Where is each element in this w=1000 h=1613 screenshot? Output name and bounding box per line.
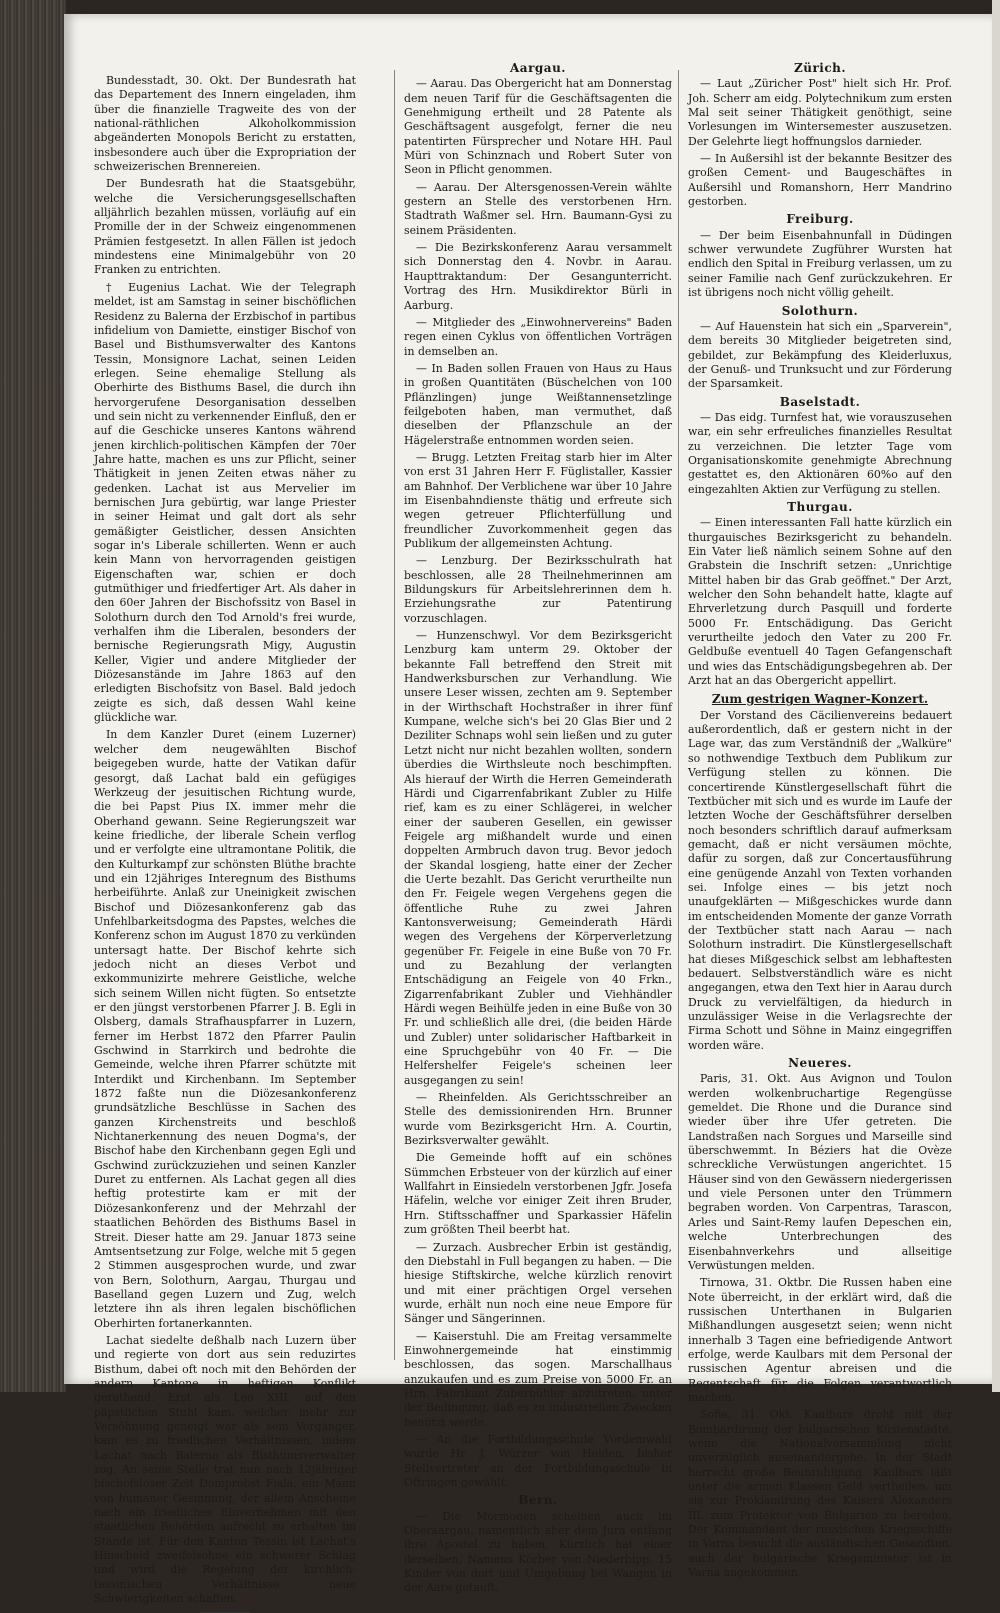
section-heading-thurgau: Thurgau. [787,499,853,514]
article-lachat-3: Lachat siedelte deßhalb nach Luzern über und regierte von dort aus sein reduzirtes Bisthum, dabei oft noch mit den Behörden der andern Kantone in heftigen Konflikt gerathend. Erst als Leo XIII. auf den päpstlichen Stuhl kam, welcher mehr zur Versöhnung geneigt war als sein Vorgänger, kam es zu friedlichen Verhältnissen, indem Lachat nach Balerna als Bisthumsverwalter zog. An seine Stelle trat nun nach 12jähriger bischofsloser Zeit Domprobst Fiala, ein Mann von humaner Gesinnung, der allem Anscheine nach ein friedliches Einvernehmen mit den staatlichen Behörden aufrecht zu erhalten im Stande ist. Für den Kanton Tessin ist Lachat's Hinscheid zweifelsohne ein schwerer Schlag und wird die Regelung der kirchlich-tessinischen Verhältnisse neue Schwierigkeiten schaffen. [94,1333,356,1606]
news-item: — Auf Hauenstein hat sich ein „Sparverein", dem bereits 30 Mitglieder beigetreten sind, gebildet, zur Bekämpfung des Kleiderluxus, der Genuß- und Trunksucht und zur Förderung der Sparsamkeit. [688,319,952,391]
news-item: — Zurzach. Ausbrecher Erbin ist geständig, den Diebstahl in Full begangen zu haben. — Die hiesige Stiftskirche, welche kürzlich renovirt und mit einer prächtigen Orgel versehen wurde, erhält nun noch eine neue Empore für Sänger und Sängerinnen. [404,1240,672,1326]
news-item: — In Baden sollen Frauen von Haus zu Haus in großen Quantitäten (Büschelchen von 100 Pflänzlingen) junge Weißtannensetzlinge feilgeboten haben, man vermuthet, daß dieselben der Pflanzschule an der Hägelerstraße entnommen worden seien. [404,361,672,447]
news-item: Paris, 31. Okt. Aus Avignon und Toulon werden wolkenbruchartige Regengüsse gemeldet. Die Rhone und die Durance sind wieder über ihre Ufer getreten. Die Landstraßen nach Sorgues und Marseille sind überschwemmt. In Béziers hat die Ovèze schreckliche Verwüstungen angerichtet. 15 Häuser sind von den Gewässern niedergerissen und viele Personen unter den Trümmern begraben worden. Von Carpentras, Tarascon, Arles und Saint-Remy laufen Depeschen ein, welche Unterbrechungen des Eisenbahnverkehrs und allseitige Verwüstungen melden. [688,1072,952,1272]
news-item: — Mitglieder des „Einwohnervereins" Baden regen einen Cyklus von öffentlichen Vorträgen in demselben an. [404,315,672,358]
section-heading-baselstadt: Baselstadt. [779,394,861,409]
column-1 [94,74,356,1606]
news-item: Tirnowa, 31. Oktbr. Die Russen haben eine Note überreicht, in der erklärt wird, daß die russischen Unterthanen in Bulgarien Mißhandlungen ausgesetzt seien; wenn nicht innerhalb 3 Tagen eine befriedigende Antwort erfolge, werde Kaulbars mit dem Personal der russischen Agentur abreisen und die Regentschaft für die Folgen verantwortlich machen. [688,1276,952,1404]
news-item: Die Gemeinde hofft auf ein schönes Sümmchen Erbsteuer von der kürzlich auf einer Wallfahrt in Einsiedeln verstorbenen Jgfr. Josefa Häfelin, welche vor einiger Zeit ihren Bruder, Hrn. Stiftsschaffner und Sparkassier Häfelin zum größten Theil beerbt hat. [404,1151,672,1237]
news-item: — Aarau. Der Altersgenossen-Verein wählte gestern an Stelle des verstorbenen Hrn. Stadtrath Waßmer sel. Hrn. Baumann-Gysi zu seinem Präsidenten. [404,180,672,237]
news-item: — An die Fortbildungsschule Vordemwald wurde Hr. J. Würzer von Heiden, bisher Stellvertreter an der Fortbildungsschule in Oftringen gewählt. [404,1432,672,1489]
news-item: — In Außersihl ist der bekannte Besitzer des großen Cement- und Baugeschäftes in Außersihl und Romanshorn, Herr Mandrino gestorben. [688,152,952,209]
column-3 [688,60,952,1580]
section-heading-solothurn: Solothurn. [781,303,859,318]
article-bundesstadt: Bundesstadt, 30. Okt. Der Bundesrath hat das Departement des Innern eingeladen, ihm über die finanzielle Tragweite des von der national-räthlichen Alkoholkommission abgeänderten Monopols Bericht zu erstatten, insbesondere auch über die Expropriation der schweizerischen Brennereien. [94,74,356,174]
section-heading-neueres: Neueres. [788,1056,852,1071]
news-item: — Rheinfelden. Als Gerichtsschreiber an Stelle des demissionirenden Hrn. Brunner wurde vom Bezirksgericht Hrn. A. Courtin, Bezirksverwalter gewählt. [404,1091,672,1148]
news-item: — Der beim Eisenbahnunfall in Düdingen schwer verwundete Zugführer Wursten hat endlich den Spital in Freiburg verlassen, um zu seiner Familie nach Genf zurückzukehren. Er ist übrigens noch nicht völlig geheilt. [688,228,952,300]
section-heading-freiburg: Freiburg. [786,212,854,227]
news-item: — Die Bezirkskonferenz Aarau versammelt sich Donnerstag den 4. Novbr. in Aarau. Haupttraktandum: Der Gesangunterricht. Vortrag des Hrn. Musikdirektor Bürli in Aarburg. [404,241,672,312]
section-heading-aargau: Aargau. [510,61,566,75]
news-item: — Brugg. Letzten Freitag starb hier im Alter von erst 31 Jahren Herr F. Füglistaller, Kassier am Bahnhof. Der Verblichene war über 10 Jahre im Eisenbahndienste thätig und erfreute sich wegen getreuer Pflichterfüllung und freundlicher Zuvorkommenheit gegen das Publikum der allgemeinsten Achtung. [404,450,672,550]
article-lachat-2: In dem Kanzler Duret (einem Luzerner) welcher dem neugewählten Bischof beigegeben wurde, hatte der Vatikan dafür gesorgt, daß Lachat bald ein gefügiges Werkzeug der jesuitischen Richtung wurde, die bei Papst Pius IX. immer mehr die Oberhand gewann. Seine Regierungszeit war keine friedliche, der liberale Schein verflog und er verfolgte eine ultramontane Politik, die den Kulturkampf zur schönsten Blüthe brachte und ein 12jähriges Interegnum des Bisthums herbeiführte. Anlaß zur Uneinigkeit zwischen Bischof und Diözesankonferenz gab das Unfehlbarkeitsdogma des Papstes, welches die Konferenz schon im August 1870 zu verkünden untersagt hatte. Der Bischof kehrte sich jedoch nicht an dieses Verbot und exkommunizirte mehrere Geistliche, welche sich seinem Willen nicht fügten. So entsetzte er den jüngst verstorbenen Pfarrer J. B. Egli in Olsberg, damals Strafhauspfarrer in Luzern, ferner im Herbst 1872 den Pfarrer Paulin Gschwind in Starrkirch und bedrohte die Gemeinde, welche ihren Pfarrer schützte mit Interdikt und Kirchenbann. Im September 1872 faßte nun die Diözesankonferenz grundsätzliche Beschlüsse in Sachen des ganzen Kirchenstreits und beschloß Nichtanerkennung des neuen Dogma's, der Bischof habe den Kirchenbann gegen Egli und Gschwind zurückzuziehen und seinen Kanzler Duret zu entfernen. Als Lachat gegen all dies heftig protestirte kam er mit der Diözesankonferenz und der Mehrzahl der staatlichen Behörden des Bisthums Basel in Streit. Dieser hatte am 29. Januar 1873 seine Amtsentsetzung zur Folge, welche mit 5 gegen 2 Stimmen ausgesprochen wurde, und zwar von Bern, Solothurn, Aargau, Thurgau und Baselland gegen Luzern und Zug, welch letztere ihn als ihren legalen bischöflichen Oberhirten fortanerkannten. [94,728,356,1330]
section-heading-zuerich: Zürich. [793,61,847,75]
column-rule [678,70,679,1360]
section-heading-bern: Bern. [518,1493,558,1508]
news-item: — Lenzburg. Der Bezirksschulrath hat beschlossen, alle 28 Theilnehmerinnen am Bildungskurs für Arbeitslehrerinnen dem h. Erziehungsrathe zur Patentirung vorzuschlagen. [404,554,672,625]
section-heading-wagner-konzert: Zum gestrigen Wagner-Konzert. [711,692,929,707]
news-item: — Hunzenschwyl. Vor dem Bezirksgericht Lenzburg kam unterm 29. Oktober der bekannte Fall betreffend den Streit mit Handwerksburschen zur Verhandlung. Wie unsere Leser wissen, zechten am 9. September in der Wirthschaft Hochstraßer in ihrer fünf Kumpane, welche sich's bei 20 Glas Bier und 2 Deziliter Schnaps wohl sein ließen und zu guter Letzt nicht nur nicht bezahlen wollten, sondern überdies die Wirthsleute noch beschimpften. Als hierauf der Wirth die Herren Gemeinderath Härdi und Cigarrenfabrikant Zubler zu Hilfe rief, kam es zu einer Schlägerei, in welcher einer der sauberen Gesellen, ein gewisser Feigele arg mißhandelt wurde und einen doppelten Armbruch davon trug. Bevor jedoch der Skandal losgieng, hatte einer der Zecher die Uerte bezahlt. Das Gericht verurtheilte nun den Fr. Feigele wegen Vergehens gegen die öffentliche Ruhe zu zwei Jahren Kantonsverweisung; Gemeinderath Härdi wegen des Vergehens der Körperverletzung gegenüber Fr. Feigele in eine Buße von 70 Fr. und zu Bezahlung der verlangten Entschädigung an Feigele von 40 Frkn., Zigarrenfabrikant Zubler und Viehhändler Härdi wegen Beihülfe jeden in eine Buße von 30 Fr. und schließlich alle drei, (die beiden Härde und Zubler) unter solidarischer Haftbarkeit in eine Spruchgebühr von 40 Fr. — Die Helfershelfer Feigele's scheinen leer ausgegangen zu sein! [404,629,672,1087]
news-item: Der Vorstand des Cäcilienvereins bedauert außerordentlich, daß er gestern nicht in der Lage war, das zum Verständniß der „Walküre" so nothwendige Textbuch dem Publikum zur Verfügung stellen zu können. Die concertirende Künstlergesellschaft führt die Textbücher mit sich und es wurde im Laufe der letzten Woche der Geschäftsführer derselben noch besonders schriftlich darauf aufmerksam gemacht, daß er nicht versäumen möchte, dafür zu sorgen, daß zur Concertausführung eine genügende Anzahl von Texten vorhanden sei. Infolge eines — bis jetzt noch unaufgeklärten — Mißgeschickes wurde dann im entscheidenden Momente der ganze Vorrath der Textbücher statt nach Aarau — nach Solothurn instradirt. Die Künstlergesellschaft hat dieses Mißgeschick selbst am lebhaftesten bedauert. Selbstverständlich wäre es nicht angegangen, etwa den Text hier in Aarau durch Druck zu vervielfältigen, da hiedurch in unzulässiger Weise in die Verlagsrechte der Firma Schott und Söhne in Mainz eingegriffen worden wäre. [688,708,952,1052]
book-spine [0,0,66,1392]
news-item: — Aarau. Das Obergericht hat am Donnerstag dem neuen Tarif für die Geschäftsagenten die Genehmigung ertheilt und 28 Patente als Geschäftsagent ausgefolgt, ferner die neu patentirten Fürsprecher und Notare HH. Paul Müri von Schinznach und Robert Suter von Seon in Pflicht genommen. [404,77,672,177]
column-rule [394,70,395,1360]
news-item: — Einen interessanten Fall hatte kürzlich ein thurgauisches Bezirksgericht zu behandeln. Ein Vater ließ nämlich seinem Sohne auf den Grabstein die Inschrift setzen: „Unrichtige Mittel haben bir das Grab geöffnet." Der Arzt, welcher den Sohn behandelt hatte, klagte auf Ehrverletzung durch Pasquill und forderte 5000 Fr. Entschädigung. Das Gericht verurtheilte jedoch den Vater zu 200 Fr. Geldbuße eventuell 40 Tagen Gefangenschaft und wies das Entschädigungsbegehren ab. Der Arzt hat an das Obergericht appellirt. [688,516,952,688]
news-item: — Die Mormonen scheinen auch im Oberaargau, namentlich aber dem Jura entlang ihre Apostel zu haben. Kürzlich hat einer derselben, Namens Körber von Niederbipp, 15 Kinder von dort und Umgebung bei Wangen in der Aare getauft. [404,1509,672,1595]
column-2 [404,60,672,1595]
news-item: — Das eidg. Turnfest hat, wie vorauszusehen war, ein sehr erfreuliches finanzielles Resultat zu verzeichnen. Die letzter Tage vom Organisationskomite genehmigte Abrechnung gestattet es, den Aktionären 60%o auf den eingezahlten Aktien zur Verfügung zu stellen. [688,410,952,496]
article-staatsgebuehr: Der Bundesrath hat die Staatsgebühr, welche die Versicherungsgesellschaften alljährlich bezahlen müssen, vorläufig auf ein Promille der in der Schweiz eingenommenen Prämien festgesetzt. In allen Fällen ist jedoch mindestens eine Minimalgebühr von 20 Franken zu entrichten. [94,177,356,277]
article-lachat: † Eugenius Lachat. Wie der Telegraph meldet, ist am Samstag in seiner bischöflichen Residenz zu Balerna der Erzbischof in partibus infidelium von Damiette, einstiger Bischof von Basel und Bisthumsverwalter des Kantons Tessin, Monsignore Lachat, seinen Leiden erlegen. Seine ehemalige Stellung als Oberhirte des Bisthums Basel, die durch ihn hervorgerufene Desorganisation desselben und sein nicht zu verkennender Einfluß, den er auf die Geschicke unseres Kantons während jenen kirchlich-politischen Kämpfen der 70er Jahre hatte, machen es uns zur Pflicht, seiner Thätigkeit in jenen Zeiten etwas näher zu gedenken. Lachat ist aus Mervelier im bernischen Jura gebürtig, war lange Priester in seiner Heimat und galt dort als sehr gemäßigter Geistlicher, dessen Ansichten sogar in's Liberale schillerten. Wenn er auch kein Mann von hervorragenden geistigen Eigenschaften war, schien er doch gutmüthiger und friedfertiger Art. Als daher in den 60er Jahren der Bischofssitz von Basel in Solothurn durch den Tod Arnold's frei wurde, verhalfen ihm die Liberalen, besonders der bernische Regierungsrath Migy, Augustin Keller, Vigier und andere Mitglieder der Diözesanstände im Jahre 1863 auf den erledigten Bischofsitz von Basel. Bald jedoch zeigte es sich, daß dessen Wahl keine glückliche war. [94,280,356,725]
news-item: Sofia, 31. Okt. Kaulbars droht mit der Bombardirung der bulgarischen Küstenstädte, wenn die Nationalversammlung nicht unverzüglich auseinandergehe. In der Stadt herrscht große Beunruhigung. Kaulbars läßt unter die armen Klassen Geld vertheilen, um sie zur Proklamirung des Kaisers Alexanders III. zum Protektor von Bulgarien zu bereden. Der Kommandant der russischen Kriegsschiffe in Varna besucht die ausländischen Gesandten, auch der bulgarische Kriegsminister ist in Varna angekommen. [688,1408,952,1580]
news-item: — Kaiserstuhl. Die am Freitag versammelte Einwohnergemeinde hat einstimmig beschlossen, das sogen. Marschallhaus anzukaufen und es zum Preise von 5000 Fr. an Hrn. Fabrikant Zuberbühler abzutreten, unter der Bedingung, daß es zu industriellen Zwecken benützt werde. [404,1329,672,1429]
news-item: — Laut „Züricher Post" hielt sich Hr. Prof. Joh. Scherr am eidg. Polytechnikum zum ersten Mal seit seiner Thätigkeit genöthigt, seine Vorlesungen im Wintersemester auszusetzen. Der Gelehrte liegt hoffnungslos darnieder. [688,77,952,148]
page-edge [992,0,1000,1392]
